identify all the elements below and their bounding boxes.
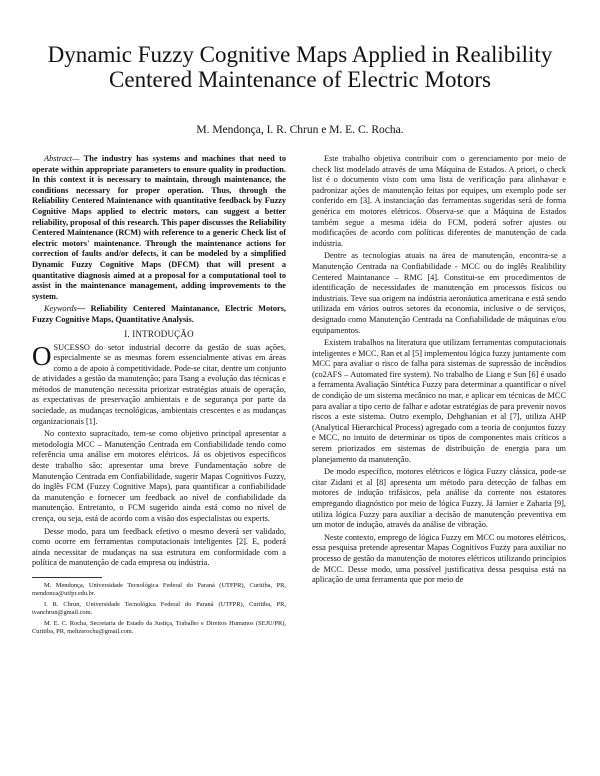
abstract-text: The industry has systems and machines that need to operate within appropriate parameters to ensure quality in production. In this context it is necessary to maintain, through maintenance, the conditions necessary for proper operation. Thus, through the Reliability Centered Maintenance with quantitative feedback by Fuzzy Cognitive Maps applied to electric motors, can suggest a better reliability, proposal of this research. This paper discusses the Reliability Centered Maintenance (RCM) with reference to a generic Check list of electric motors' maintenance. Through the maintenance actions for correction of faults and/or defects, it can be modeled by a simplified Dynamic Fuzzy Cognitive Maps (DFCM) that will present a quantitative diagnosis aimed at a proposal for a computational tool to assist in the maintenance management, adding improvements to the system.: [32, 154, 286, 301]
right-column: [312, 154, 566, 588]
left-column: [32, 154, 286, 638]
intro-paragraph-1: [32, 340, 286, 428]
body-paragraph-3: Existem trabalhos na literatura que utilizam ferramentas computacionais inteligentes e MCC. Ran et al [5] implementou lógica fuzzy juntamente com MCC para avaliar o risco de falha para sistemas de supressão de incêndios (co2AFS – Automated fire system). No trabalho de Liang e Sun [6] é usado a ferramenta Avaliação Sintética Fuzzy para determinar a quantificar o nível de condição de um sistema mecânico no mar, e aplicar em técnicas de MCC para avaliar a tipo certo de falhar e adotar estratégias de para prevenir novos riscos a este sistema. Outro exemplo, Dehghanian et al [7], utiliza AHP (Analytical Hierarchical Process) agregado com a teoria de conjuntos fuzzy e MCC, no intuito de determinar os tipos de componentes mais críticos a serem priorizados em sistemas de distribuição de energia para um planejamento da manutenção.: [312, 338, 566, 464]
intro-paragraph-3: Desse modo, para um feedback efetivo o mesmo deverá ser validado, como ocorre em ferramentas computacionais inteligentes [2]. E, poderá ainda necessitar de mudanças na sua estrutura em conformidade com a política de manutenção de cada empresa ou indústria.: [32, 526, 286, 568]
abstract: [32, 154, 286, 302]
drop-cap: O: [32, 340, 52, 371]
paper-title: Dynamic Fuzzy Cognitive Maps Applied in Realibility Centered Maintenance of Electric Motors: [47, 42, 553, 92]
body-paragraph-5: Neste contexto, emprego de lógica Fuzzy em MCC ou motores elétricos, essa pesquisa pretende apresentar Mapas Cognitivos Fuzzy para auxiliar no processo de gestão da manutenção de motores elétricos utilizando princípios de MCC. Desse modo, uma possível justificativa dessa pesquisa está na aplicação de uma ferramenta que por meio de: [312, 532, 566, 585]
footnote-divider: [32, 577, 102, 578]
body-paragraph-1: Este trabalho objetiva contribuir com o gerenciamento por meio de check list modelado através de uma Máquina de Estados. A priori, o check list é o documento visto com uma lista de verificação para alinhavar e padronizar ações de manutenção feitas por equipes, um exemplo pode ser conferido em [3]. A instanciação das ferramentas sugeridas será de forma genérica em motores elétricos. Observa-se que a Máquina de Estados também segue a mesma idéia do FCM, poderá sofrer ajustes ou modificações de acordo com políticas diferentes de manutenção de cada indústria.: [312, 154, 566, 248]
keywords-text: — Reliability Centered Maintanance, Electric Motors, Fuzzy Cognitive Maps, Quantitative Analysis.: [32, 304, 286, 324]
abstract-lead: Abstract—: [44, 154, 80, 163]
body-paragraph-4: De modo específico, motores elétricos e lógica Fuzzy clássica, pode-se citar Zidani et al [8] apresenta um método para detecção de falhas em motores de indução trifásicos, pela análise da corrente nos estatores empregando diagnóstico por meio de lógica Fuzzy. Já Jarnier e Zaharia [9], utiliza lógica Fuzzy para auxiliar a decisão de manutenção preventiva em um motor de indução, através da análise de vibração.: [312, 467, 566, 530]
intro-paragraph-2: No contexto supracitado, tem-se como objetivo principal apresentar a metodologia MCC – Manutenção Centrada em Confiabilidade tendo como referência uma análise em motores elétricos. Já os objetivos específicos deste trabalho são: apresentar uma breve Fundamentação sobre de Manutenção Centrada em Confiabilidade, sugerir Mapas Cognitivos Fuzzy, do inglês FCM (Fuzzy Cognitive Maps), para quantificar a confiabilidade da manutenção e fornecer um feedback ao nível de confiabilidade da manutenção. Entretanto, o FCM sugerido ainda está como no nível de crença, ou seja, está de acordo com a visão dos especialistas ou experts.: [32, 429, 286, 523]
intro-paragraph-1-text: SUCESSO do setor industrial decorre da gestão de suas ações, especialmente se as mesmas forem essencialmente ativas em áreas como a de apoio à competitividade. Pode-se citar, dentre um conjunto de atividades a gestão da manutenção; para Tsang a evolução das técnicas e métodos de manutenção necessita priorizar estratégias atuais de operação, as expectativas de preservação ambientais e de segurança por parte da sociedade, as mudanças tecnológicas, ambientais crescentes e as mudanças organizacionais [1].: [32, 342, 286, 426]
body-paragraph-2: Dentre as tecnologias atuais na área de manutenção, encontra-se a Manutenção Centrada na Confiabilidade - MCC ou do inglês Realibility Centered Maintanance – RMC [4]. Constitui-se em procedimentos de identificação de necessidades de manutenção em processos físicos ou industriais. Teve sua origem na indústria aeronáutica americana e está sendo utilizada em vários outros setores da economia, inclusive o de serviços, designado como Manutenção Centrada na Confiabilidade de máquinas e/ou equipamentos.: [312, 251, 566, 335]
footnote-author-1: M. Mendonça, Universidade Tecnológica Federal do Paraná (UTFPR), Curitiba, PR, mendonca@utfpr.edu.br.: [32, 581, 286, 598]
keywords-lead: Keywords: [44, 304, 77, 314]
keywords: [32, 304, 286, 325]
section-heading-introduction: I. INTRODUÇÃO: [124, 328, 194, 339]
paper-authors: M. Mendonça, I. R. Chrun e M. E. C. Rocha.: [196, 124, 404, 136]
footnote-author-3: M. E. C. Rocha, Secretaria de Estado da Justiça, Trabalho e Direitos Humanos (SEJU/PR), Curitiba, PR, melizerochu@gmail.com.: [32, 619, 286, 635]
footnote-author-2: I. R. Chrun, Universidade Tecnológica Federal do Paraná (UTFPR), Curitiba, PR, ivanchrun@gmail.com.: [32, 600, 286, 617]
